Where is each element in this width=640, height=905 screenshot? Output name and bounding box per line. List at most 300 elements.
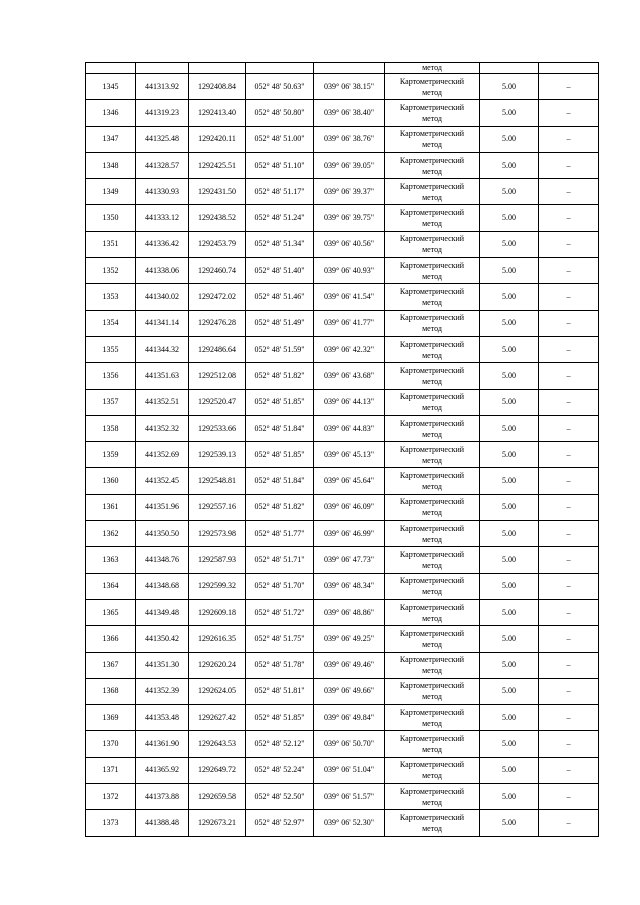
longitude-cell: 039° 06' 39.05" xyxy=(314,152,385,178)
accuracy-cell: 5.00 xyxy=(480,810,539,836)
x-coordinate-cell: 441344.32 xyxy=(136,336,189,362)
longitude-cell: 039° 06' 43.68" xyxy=(314,363,385,389)
x-coordinate-cell: 441341.14 xyxy=(136,310,189,336)
point-number-cell: 1354 xyxy=(86,310,136,336)
point-number-cell: 1355 xyxy=(86,336,136,362)
x-coordinate-cell: 441351.30 xyxy=(136,652,189,678)
accuracy-cell: 5.00 xyxy=(480,152,539,178)
method-cell xyxy=(385,205,480,231)
latitude-cell: 052° 48' 51.77" xyxy=(246,521,314,547)
description-cell: – xyxy=(539,547,599,573)
table-cell xyxy=(86,63,136,74)
x-coordinate-cell: 441361.90 xyxy=(136,731,189,757)
description-cell: – xyxy=(539,100,599,126)
method-line-1: Картометрический xyxy=(399,181,465,191)
description-cell: – xyxy=(539,678,599,704)
table-cell xyxy=(480,63,539,74)
method-line-1: Картометрический xyxy=(399,602,465,612)
method-line-1: Картометрический xyxy=(399,655,465,665)
method-line-1: Картометрический xyxy=(399,786,465,796)
accuracy-cell: 5.00 xyxy=(480,389,539,415)
point-number-cell: 1351 xyxy=(86,231,136,257)
accuracy-cell: 5.00 xyxy=(480,415,539,441)
method-line-1: Картометрический xyxy=(399,76,465,86)
table-cell xyxy=(539,63,599,74)
y-coordinate-cell: 1292460.74 xyxy=(189,258,246,284)
y-coordinate-cell: 1292627.42 xyxy=(189,705,246,731)
point-number-cell: 1364 xyxy=(86,573,136,599)
table-row xyxy=(86,573,599,599)
x-coordinate-cell: 441336.42 xyxy=(136,231,189,257)
point-number-cell: 1363 xyxy=(86,547,136,573)
x-coordinate-cell: 441353.48 xyxy=(136,705,189,731)
longitude-cell: 039° 06' 44.13" xyxy=(314,389,385,415)
point-number-cell: 1348 xyxy=(86,152,136,178)
latitude-cell: 052° 48' 51.82" xyxy=(246,363,314,389)
method-line-2: метод xyxy=(422,692,442,702)
longitude-cell: 039° 06' 48.86" xyxy=(314,599,385,625)
method-line-1: Картометрический xyxy=(399,418,465,428)
method-line-2: метод xyxy=(422,113,442,123)
x-coordinate-cell: 441349.48 xyxy=(136,599,189,625)
table-row xyxy=(86,731,599,757)
y-coordinate-cell: 1292453.79 xyxy=(189,231,246,257)
method-cell xyxy=(385,310,480,336)
method-cell xyxy=(385,757,480,783)
longitude-cell: 039° 06' 49.46" xyxy=(314,652,385,678)
method-cell xyxy=(385,100,480,126)
description-cell: – xyxy=(539,284,599,310)
point-number-cell: 1350 xyxy=(86,205,136,231)
table-row xyxy=(86,705,599,731)
description-cell: – xyxy=(539,363,599,389)
x-coordinate-cell: 441348.76 xyxy=(136,547,189,573)
latitude-cell: 052° 48' 51.84" xyxy=(246,415,314,441)
point-number-cell: 1362 xyxy=(86,521,136,547)
method-cell xyxy=(385,363,480,389)
method-line-1: Картометрический xyxy=(399,628,465,638)
method-cell xyxy=(385,521,480,547)
table-row xyxy=(86,547,599,573)
method-line-1: Картометрический xyxy=(399,208,465,218)
coordinates-table xyxy=(85,62,599,837)
longitude-cell: 039° 06' 45.13" xyxy=(314,442,385,468)
longitude-cell: 039° 06' 45.64" xyxy=(314,468,385,494)
longitude-cell: 039° 06' 46.09" xyxy=(314,494,385,520)
table-row xyxy=(86,468,599,494)
method-line-2: метод xyxy=(422,429,442,439)
table-row xyxy=(86,652,599,678)
accuracy-cell: 5.00 xyxy=(480,442,539,468)
table-row xyxy=(86,126,599,152)
accuracy-cell: 5.00 xyxy=(480,231,539,257)
description-cell: – xyxy=(539,468,599,494)
method-cell xyxy=(385,626,480,652)
method-cell xyxy=(385,258,480,284)
method-line-2: метод xyxy=(422,192,442,202)
x-coordinate-cell: 441328.57 xyxy=(136,152,189,178)
method-line-2: метод xyxy=(422,324,442,334)
method-line-2: метод xyxy=(422,718,442,728)
accuracy-cell: 5.00 xyxy=(480,731,539,757)
accuracy-cell: 5.00 xyxy=(480,757,539,783)
method-line-2: метод xyxy=(422,376,442,386)
longitude-cell: 039° 06' 51.57" xyxy=(314,784,385,810)
table-cell xyxy=(246,63,314,74)
description-cell: – xyxy=(539,389,599,415)
table-row xyxy=(86,678,599,704)
table-row xyxy=(86,336,599,362)
method-line-2: метод xyxy=(422,508,442,518)
method-line-1: Картометрический xyxy=(399,287,465,297)
y-coordinate-cell: 1292472.02 xyxy=(189,284,246,310)
x-coordinate-cell: 441351.96 xyxy=(136,494,189,520)
latitude-cell: 052° 48' 51.10" xyxy=(246,152,314,178)
method-line-2: метод xyxy=(422,534,442,544)
method-line-2: метод xyxy=(422,639,442,649)
method-line-2: метод xyxy=(422,403,442,413)
latitude-cell: 052° 48' 52.97" xyxy=(246,810,314,836)
latitude-cell: 052° 48' 51.17" xyxy=(246,179,314,205)
y-coordinate-cell: 1292557.16 xyxy=(189,494,246,520)
y-coordinate-cell: 1292643.53 xyxy=(189,731,246,757)
longitude-cell: 039° 06' 39.75" xyxy=(314,205,385,231)
accuracy-cell: 5.00 xyxy=(480,284,539,310)
table-row xyxy=(86,74,599,100)
method-cell xyxy=(385,415,480,441)
method-line-1: Картометрический xyxy=(399,681,465,691)
table-row xyxy=(86,521,599,547)
description-cell: – xyxy=(539,231,599,257)
accuracy-cell: 5.00 xyxy=(480,573,539,599)
x-coordinate-cell: 441330.93 xyxy=(136,179,189,205)
longitude-cell: 039° 06' 49.84" xyxy=(314,705,385,731)
y-coordinate-cell: 1292548.81 xyxy=(189,468,246,494)
x-coordinate-cell: 441351.63 xyxy=(136,363,189,389)
method-cell xyxy=(385,152,480,178)
y-coordinate-cell: 1292425.51 xyxy=(189,152,246,178)
description-cell: – xyxy=(539,152,599,178)
latitude-cell: 052° 48' 52.24" xyxy=(246,757,314,783)
point-number-cell: 1358 xyxy=(86,415,136,441)
method-cell xyxy=(385,336,480,362)
description-cell: – xyxy=(539,521,599,547)
y-coordinate-cell: 1292587.93 xyxy=(189,547,246,573)
point-number-cell: 1345 xyxy=(86,74,136,100)
point-number-cell: 1356 xyxy=(86,363,136,389)
longitude-cell: 039° 06' 51.04" xyxy=(314,757,385,783)
y-coordinate-cell: 1292649.72 xyxy=(189,757,246,783)
latitude-cell: 052° 48' 51.59" xyxy=(246,336,314,362)
y-coordinate-cell: 1292520.47 xyxy=(189,389,246,415)
point-number-cell: 1365 xyxy=(86,599,136,625)
description-cell: – xyxy=(539,784,599,810)
table-row xyxy=(86,231,599,257)
accuracy-cell: 5.00 xyxy=(480,678,539,704)
accuracy-cell: 5.00 xyxy=(480,468,539,494)
description-cell: – xyxy=(539,74,599,100)
point-number-cell: 1359 xyxy=(86,442,136,468)
method-cell xyxy=(385,810,480,836)
method-cell xyxy=(385,468,480,494)
method-line-2: метод xyxy=(422,166,442,176)
y-coordinate-cell: 1292659.58 xyxy=(189,784,246,810)
y-coordinate-cell: 1292609.18 xyxy=(189,599,246,625)
method-line-2: метод xyxy=(422,666,442,676)
method-cell xyxy=(385,179,480,205)
method-continuation-cell: метод xyxy=(385,63,480,74)
description-cell: – xyxy=(539,205,599,231)
accuracy-cell: 5.00 xyxy=(480,705,539,731)
x-coordinate-cell: 441388.48 xyxy=(136,810,189,836)
point-number-cell: 1360 xyxy=(86,468,136,494)
method-cell xyxy=(385,705,480,731)
latitude-cell: 052° 48' 51.70" xyxy=(246,573,314,599)
method-line-2: метод xyxy=(422,219,442,229)
x-coordinate-cell: 441352.45 xyxy=(136,468,189,494)
method-line-2: метод xyxy=(422,771,442,781)
description-cell: – xyxy=(539,757,599,783)
latitude-cell: 052° 48' 51.72" xyxy=(246,599,314,625)
accuracy-cell: 5.00 xyxy=(480,179,539,205)
table-row xyxy=(86,258,599,284)
table-row xyxy=(86,415,599,441)
latitude-cell: 052° 48' 51.34" xyxy=(246,231,314,257)
description-cell: – xyxy=(539,810,599,836)
accuracy-cell: 5.00 xyxy=(480,521,539,547)
method-line-1: Картометрический xyxy=(399,155,465,165)
latitude-cell: 052° 48' 51.49" xyxy=(246,310,314,336)
point-number-cell: 1361 xyxy=(86,494,136,520)
longitude-cell: 039° 06' 38.76" xyxy=(314,126,385,152)
table-row xyxy=(86,442,599,468)
method-line-1: Картометрический xyxy=(399,260,465,270)
accuracy-cell: 5.00 xyxy=(480,205,539,231)
point-number-cell: 1372 xyxy=(86,784,136,810)
point-number-cell: 1353 xyxy=(86,284,136,310)
table-row xyxy=(86,205,599,231)
method-line-1: Картометрический xyxy=(399,129,465,139)
accuracy-cell: 5.00 xyxy=(480,652,539,678)
table-row xyxy=(86,152,599,178)
method-line-2: метод xyxy=(422,455,442,465)
y-coordinate-cell: 1292512.08 xyxy=(189,363,246,389)
description-cell: – xyxy=(539,494,599,520)
description-cell: – xyxy=(539,336,599,362)
y-coordinate-cell: 1292486.64 xyxy=(189,336,246,362)
description-cell: – xyxy=(539,258,599,284)
point-number-cell: 1346 xyxy=(86,100,136,126)
longitude-cell: 039° 06' 48.34" xyxy=(314,573,385,599)
x-coordinate-cell: 441365.92 xyxy=(136,757,189,783)
y-coordinate-cell: 1292620.24 xyxy=(189,652,246,678)
accuracy-cell: 5.00 xyxy=(480,494,539,520)
method-cell xyxy=(385,284,480,310)
description-cell: – xyxy=(539,626,599,652)
description-cell: – xyxy=(539,731,599,757)
table-row xyxy=(86,284,599,310)
x-coordinate-cell: 441352.51 xyxy=(136,389,189,415)
method-cell xyxy=(385,652,480,678)
y-coordinate-cell: 1292533.66 xyxy=(189,415,246,441)
point-number-cell: 1347 xyxy=(86,126,136,152)
method-line-2: метод xyxy=(422,87,442,97)
table-row xyxy=(86,599,599,625)
method-line-1: Картометрический xyxy=(399,365,465,375)
description-cell: – xyxy=(539,442,599,468)
method-line-2: метод xyxy=(422,797,442,807)
x-coordinate-cell: 441340.02 xyxy=(136,284,189,310)
table-row xyxy=(86,100,599,126)
longitude-cell: 039° 06' 38.15" xyxy=(314,74,385,100)
table-cell xyxy=(189,63,246,74)
longitude-cell: 039° 06' 49.66" xyxy=(314,678,385,704)
method-line-1: Картометрический xyxy=(399,523,465,533)
x-coordinate-cell: 441338.06 xyxy=(136,258,189,284)
table-row xyxy=(86,389,599,415)
method-line-1: Картометрический xyxy=(399,339,465,349)
method-line-2: метод xyxy=(422,587,442,597)
x-coordinate-cell: 441348.68 xyxy=(136,573,189,599)
description-cell: – xyxy=(539,573,599,599)
accuracy-cell: 5.00 xyxy=(480,336,539,362)
method-line-2: метод xyxy=(422,560,442,570)
x-coordinate-cell: 441333.12 xyxy=(136,205,189,231)
x-coordinate-cell: 441373.88 xyxy=(136,784,189,810)
method-line-1: Картометрический xyxy=(399,549,465,559)
y-coordinate-cell: 1292413.40 xyxy=(189,100,246,126)
longitude-cell: 039° 06' 47.73" xyxy=(314,547,385,573)
latitude-cell: 052° 48' 51.24" xyxy=(246,205,314,231)
latitude-cell: 052° 48' 51.00" xyxy=(246,126,314,152)
description-cell: – xyxy=(539,415,599,441)
y-coordinate-cell: 1292431.50 xyxy=(189,179,246,205)
description-cell: – xyxy=(539,126,599,152)
method-cell xyxy=(385,678,480,704)
method-line-1: Картометрический xyxy=(399,734,465,744)
x-coordinate-cell: 441352.69 xyxy=(136,442,189,468)
longitude-cell: 039° 06' 41.54" xyxy=(314,284,385,310)
method-cell xyxy=(385,731,480,757)
latitude-cell: 052° 48' 51.85" xyxy=(246,389,314,415)
x-coordinate-cell: 441325.48 xyxy=(136,126,189,152)
latitude-cell: 052° 48' 52.50" xyxy=(246,784,314,810)
longitude-cell: 039° 06' 46.99" xyxy=(314,521,385,547)
method-line-1: Картометрический xyxy=(399,234,465,244)
method-line-1: Картометрический xyxy=(399,313,465,323)
accuracy-cell: 5.00 xyxy=(480,126,539,152)
description-cell: – xyxy=(539,705,599,731)
longitude-cell: 039° 06' 41.77" xyxy=(314,310,385,336)
accuracy-cell: 5.00 xyxy=(480,310,539,336)
x-coordinate-cell: 441352.39 xyxy=(136,678,189,704)
method-cell xyxy=(385,494,480,520)
longitude-cell: 039° 06' 40.56" xyxy=(314,231,385,257)
method-line-1: Картометрический xyxy=(399,102,465,112)
description-cell: – xyxy=(539,179,599,205)
method-cell xyxy=(385,573,480,599)
longitude-cell: 039° 06' 49.25" xyxy=(314,626,385,652)
method-line-2: метод xyxy=(422,482,442,492)
accuracy-cell: 5.00 xyxy=(480,363,539,389)
method-line-1: Картометрический xyxy=(399,812,465,822)
point-number-cell: 1373 xyxy=(86,810,136,836)
table-row xyxy=(86,784,599,810)
method-cell xyxy=(385,784,480,810)
latitude-cell: 052° 48' 51.85" xyxy=(246,705,314,731)
x-coordinate-cell: 441319.23 xyxy=(136,100,189,126)
method-line-2: метод xyxy=(422,140,442,150)
method-cell xyxy=(385,231,480,257)
continuation-row xyxy=(86,63,599,74)
method-line-1: Картометрический xyxy=(399,707,465,717)
description-cell: – xyxy=(539,599,599,625)
method-line-2: метод xyxy=(422,613,442,623)
longitude-cell: 039° 06' 40.93" xyxy=(314,258,385,284)
x-coordinate-cell: 441352.32 xyxy=(136,415,189,441)
y-coordinate-cell: 1292408.84 xyxy=(189,74,246,100)
table-row xyxy=(86,179,599,205)
latitude-cell: 052° 48' 51.84" xyxy=(246,468,314,494)
table-row xyxy=(86,810,599,836)
point-number-cell: 1357 xyxy=(86,389,136,415)
latitude-cell: 052° 48' 50.63" xyxy=(246,74,314,100)
method-cell xyxy=(385,389,480,415)
method-cell xyxy=(385,442,480,468)
table-cell xyxy=(136,63,189,74)
y-coordinate-cell: 1292616.35 xyxy=(189,626,246,652)
method-cell xyxy=(385,547,480,573)
y-coordinate-cell: 1292624.05 xyxy=(189,678,246,704)
table-row xyxy=(86,626,599,652)
point-number-cell: 1370 xyxy=(86,731,136,757)
method-line-1: Картометрический xyxy=(399,444,465,454)
latitude-cell: 052° 48' 51.78" xyxy=(246,652,314,678)
y-coordinate-cell: 1292476.28 xyxy=(189,310,246,336)
longitude-cell: 039° 06' 38.40" xyxy=(314,100,385,126)
method-line-2: метод xyxy=(422,823,442,833)
y-coordinate-cell: 1292673.21 xyxy=(189,810,246,836)
method-line-2: метод xyxy=(422,745,442,755)
x-coordinate-cell: 441313.92 xyxy=(136,74,189,100)
accuracy-cell: 5.00 xyxy=(480,547,539,573)
method-line-2: метод xyxy=(422,350,442,360)
longitude-cell: 039° 06' 50.70" xyxy=(314,731,385,757)
accuracy-cell: 5.00 xyxy=(480,599,539,625)
y-coordinate-cell: 1292599.32 xyxy=(189,573,246,599)
latitude-cell: 052° 48' 51.75" xyxy=(246,626,314,652)
y-coordinate-cell: 1292539.13 xyxy=(189,442,246,468)
accuracy-cell: 5.00 xyxy=(480,626,539,652)
latitude-cell: 052° 48' 51.46" xyxy=(246,284,314,310)
point-number-cell: 1371 xyxy=(86,757,136,783)
y-coordinate-cell: 1292573.98 xyxy=(189,521,246,547)
accuracy-cell: 5.00 xyxy=(480,784,539,810)
method-cell xyxy=(385,599,480,625)
method-line-1: Картометрический xyxy=(399,471,465,481)
latitude-cell: 052° 48' 51.40" xyxy=(246,258,314,284)
longitude-cell: 039° 06' 52.30" xyxy=(314,810,385,836)
point-number-cell: 1349 xyxy=(86,179,136,205)
latitude-cell: 052° 48' 51.82" xyxy=(246,494,314,520)
method-cell xyxy=(385,74,480,100)
method-line-2: метод xyxy=(422,298,442,308)
point-number-cell: 1368 xyxy=(86,678,136,704)
latitude-cell: 052° 48' 51.81" xyxy=(246,678,314,704)
y-coordinate-cell: 1292438.52 xyxy=(189,205,246,231)
table-row xyxy=(86,310,599,336)
method-line-2: метод xyxy=(422,245,442,255)
